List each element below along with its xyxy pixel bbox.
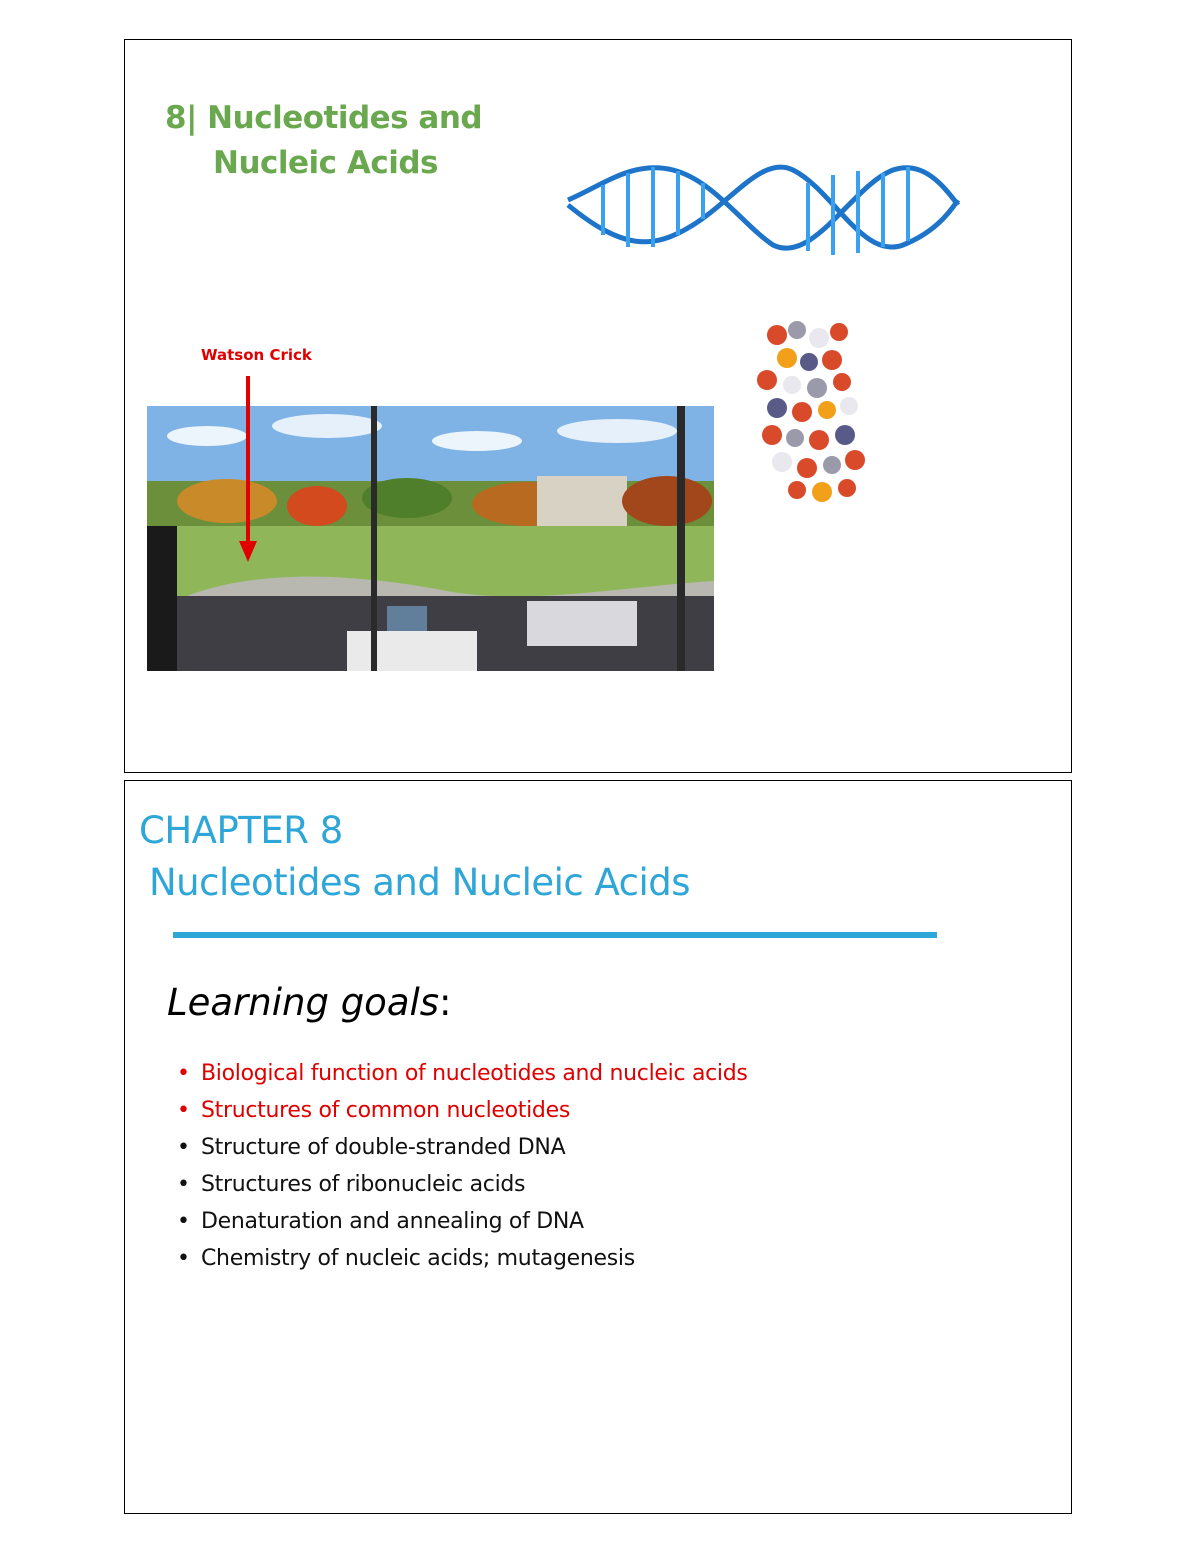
title-divider xyxy=(173,932,937,938)
slide-1 xyxy=(124,39,1072,773)
learning-goals-text: Learning goals xyxy=(167,981,440,1024)
list-item xyxy=(177,1055,748,1092)
list-item-text: Structure of double-stranded DNA xyxy=(201,1135,566,1160)
chapter-heading: CHAPTER 8 xyxy=(139,809,343,852)
red-arrow-icon xyxy=(233,376,263,566)
watson-crick-label: Watson Crick xyxy=(201,346,312,364)
bullet-icon: • xyxy=(177,1172,190,1197)
learning-goals-colon: : xyxy=(439,981,452,1024)
list-item xyxy=(177,1129,748,1166)
bullet-icon: • xyxy=(177,1246,190,1271)
list-item-text: Structures of common nucleotides xyxy=(201,1098,570,1123)
list-item xyxy=(177,1203,748,1240)
slide-title xyxy=(165,96,482,186)
slide-2 xyxy=(124,780,1072,1514)
learning-goals-list xyxy=(177,1055,748,1277)
list-item xyxy=(177,1240,748,1277)
title-line-2: Nucleic Acids xyxy=(213,145,438,181)
title-line-1: 8| Nucleotides and xyxy=(165,100,483,136)
list-item xyxy=(177,1166,748,1203)
bullet-icon: • xyxy=(177,1098,190,1123)
bullet-icon: • xyxy=(177,1061,190,1086)
list-item-text: Denaturation and annealing of DNA xyxy=(201,1209,584,1234)
list-item-text: Chemistry of nucleic acids; mutagenesis xyxy=(201,1246,635,1271)
dna-molecule-model-icon xyxy=(747,310,877,505)
dna-helix-icon xyxy=(563,155,963,265)
list-item-text: Biological function of nucleotides and nucleic acids xyxy=(201,1061,748,1086)
bullet-icon: • xyxy=(177,1135,190,1160)
chapter-subtitle: Nucleotides and Nucleic Acids xyxy=(149,861,691,904)
bullet-icon: • xyxy=(177,1209,190,1234)
list-item xyxy=(177,1092,748,1129)
learning-goals-heading xyxy=(167,981,452,1024)
list-item-text: Structures of ribonucleic acids xyxy=(201,1172,526,1197)
